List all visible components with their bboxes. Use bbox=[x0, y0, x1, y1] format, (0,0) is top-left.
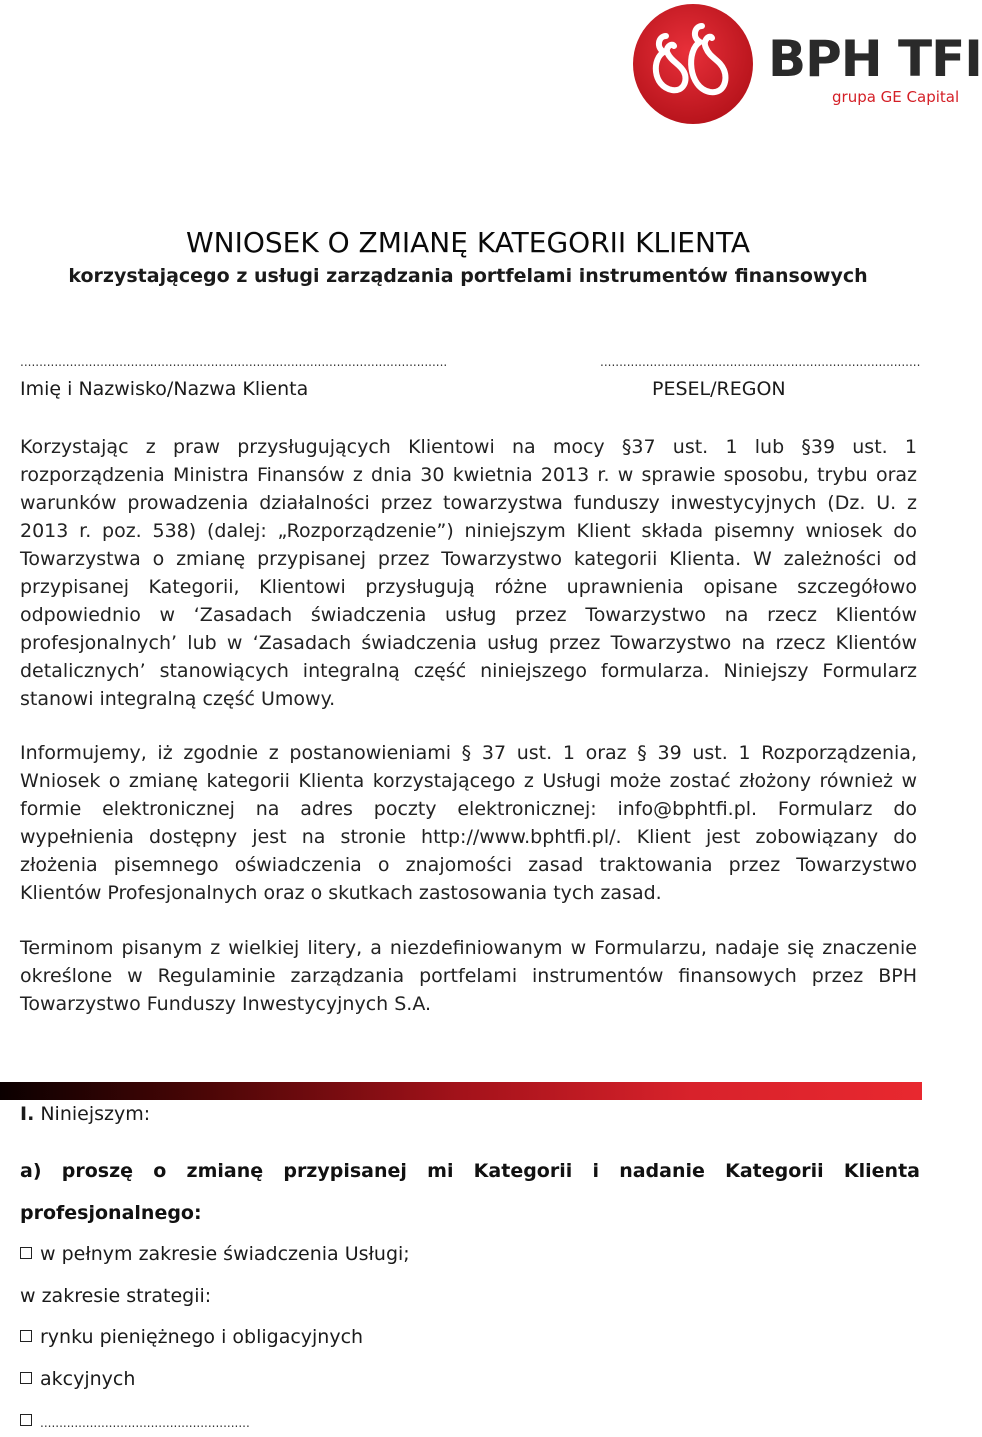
bph-tfi-logo bbox=[628, 2, 982, 126]
checkbox-row-equity bbox=[20, 1365, 135, 1393]
electronic-submission-paragraph: Informujemy, iż zgodnie z postanowieniami § 37 ust. 1 oraz § 39 ust. 1 Rozporządzenia, Wniosek o zmianę kategorii Klienta korzystającego z Usługi może zostać złożony również w formie elektronicznej na adres poczty elektronicznej: info@bphtfi.pl. Formularz do wypełnienia dostępny jest na stronie http://www.bphtfi.pl/. Klient jest zobowiązany do złożenia pisemnego oświadczenia o znajomości zasad traktowania przez Towarzystwo Klientów Profesjonalnych oraz o skutkach zastosowania tych zasad. bbox=[20, 742, 917, 904]
logo-emblem-icon bbox=[628, 2, 758, 126]
pesel-regon-field[interactable]: .................................................................................... bbox=[600, 355, 921, 369]
checkbox-equity-label: akcyjnych bbox=[40, 1368, 136, 1390]
checkbox-full-service[interactable] bbox=[20, 1247, 32, 1259]
checkbox-other[interactable] bbox=[20, 1414, 32, 1426]
client-name-label: Imię i Nazwisko/Nazwa Klienta bbox=[20, 378, 309, 400]
checkbox-row-full bbox=[20, 1240, 410, 1268]
intro-paragraph: Korzystając z praw przysługujących Klientowi na mocy §37 ust. 1 lub §39 ust. 1 rozporządzenia Ministra Finansów z dnia 30 kwietnia 2013 r. w sprawie sposobu, trybu oraz warunków prowadzenia działalności przez towarzystwa funduszy inwestycyjnych (Dz. U. z 2013 r. poz. 538) (dalej: „Rozporządzenie”) niniejszym Klient składa pisemny wniosek do Towarzystwa o zmianę przypisanej przez Towarzystwo kategorii Klienta. W zależności od przypisanej Kategorii, Klientowi przysługują różne uprawnienia opisane szczegółowo odpowiednio w ‘Zasadach świadczenia usług przez Towarzystwo na rzecz Klientów profesjonalnych’ lub w ‘Zasadach świadczenia usług przez Towarzystwo na rzecz Klientów detalicznych’ stanowiących integralną część niniejszego formularza. Niniejszy Formularz stanowi integralną część Umowy. bbox=[20, 436, 917, 710]
checkbox-row-money-market bbox=[20, 1323, 363, 1351]
checkbox-row-other bbox=[20, 1407, 250, 1437]
form-title: WNIOSEK O ZMIANĘ KATEGORII KLIENTA bbox=[185, 226, 751, 259]
section-divider-bar bbox=[0, 1082, 922, 1100]
logo-tagline: grupa GE Capital bbox=[832, 88, 960, 106]
option-a-text: a) proszę o zmianę przypisanej mi Kategorii i nadanie Kategorii Klienta profesjonalnego: bbox=[20, 1160, 920, 1224]
client-name-field[interactable]: ................................................................................................................ bbox=[20, 355, 448, 369]
section-heading-text: Niniejszym: bbox=[34, 1103, 151, 1125]
checkbox-money-market[interactable] bbox=[20, 1330, 32, 1342]
section-heading bbox=[20, 1100, 150, 1128]
section-numeral: I. bbox=[20, 1103, 35, 1125]
checkbox-equity[interactable] bbox=[20, 1372, 32, 1384]
checkbox-full-label: w pełnym zakresie świadczenia Usługi; bbox=[40, 1243, 410, 1265]
checkbox-money-market-label: rynku pieniężnego i obligacyjnych bbox=[40, 1326, 364, 1348]
form-subtitle: korzystającego z usługi zarządzania portfelami instrumentów finansowych bbox=[68, 265, 868, 287]
pesel-regon-label: PESEL/REGON bbox=[652, 378, 786, 400]
definitions-paragraph: Terminom pisanym z wielkiej litery, a niezdefiniowanym w Formularzu, nadaje się znaczenie określone w Regulaminie zarządzania portfelami instrumentów finansowych przez BPH Towarzystwo Funduszy Inwestycyjnych S.A. bbox=[20, 937, 917, 1015]
strategy-label: w zakresie strategii: bbox=[20, 1285, 212, 1307]
logo-wordmark: BPH TFI bbox=[768, 30, 982, 88]
checkbox-other-field[interactable]: ....................................................... bbox=[40, 1416, 250, 1430]
